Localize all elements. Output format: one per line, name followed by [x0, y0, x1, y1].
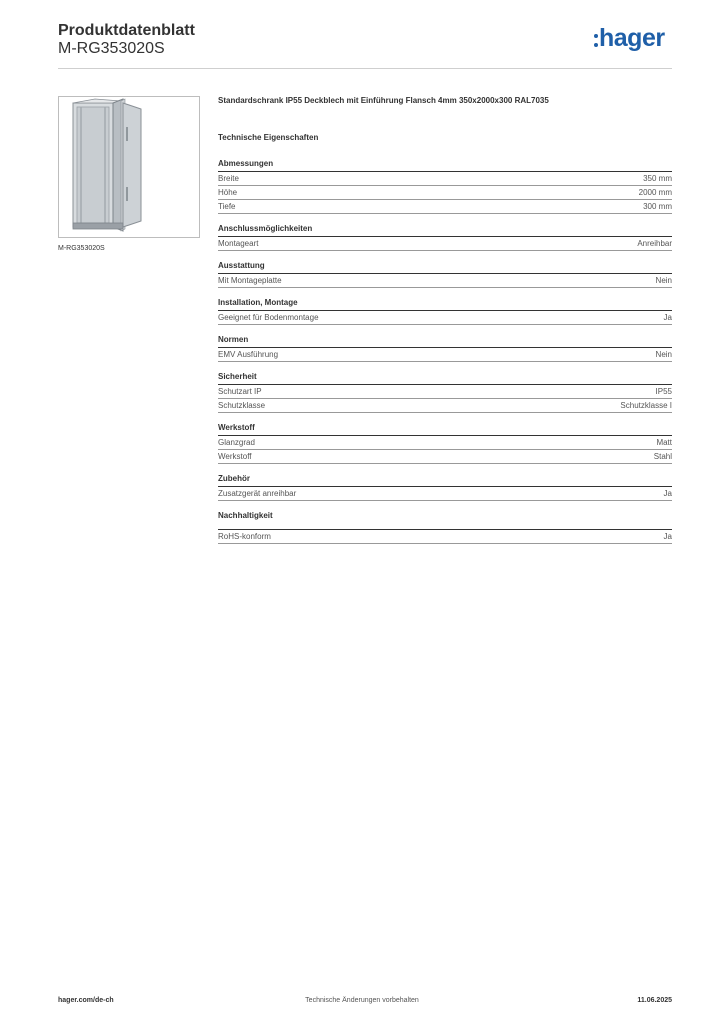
property-value: IP55 — [655, 387, 672, 396]
logo-text: hager — [599, 24, 665, 52]
property-value: Matt — [656, 438, 672, 447]
property-label: Schutzklasse — [218, 401, 266, 410]
technical-properties-title: Technische Eigenschaften — [218, 133, 319, 142]
footer-note: Technische Änderungen vorbehalten — [305, 997, 419, 1004]
property-label: Glanzgrad — [218, 438, 255, 447]
section-title: Ausstattung — [218, 261, 672, 274]
table-row — [218, 311, 672, 325]
property-label: Breite — [218, 174, 239, 183]
section-title: Anschlussmöglichkeiten — [218, 224, 672, 237]
product-code: M-RG353020S — [58, 40, 165, 57]
section-normen — [218, 335, 672, 362]
property-label: Schutzart IP — [218, 387, 262, 396]
table-row — [218, 274, 672, 288]
section-title: Normen — [218, 335, 672, 348]
property-label: Montageart — [218, 239, 259, 248]
section-sicherheit — [218, 372, 672, 413]
property-value: Ja — [663, 532, 672, 541]
table-row — [218, 348, 672, 362]
page-title: Produktdatenblatt — [58, 22, 195, 39]
property-label: RoHS-konform — [218, 532, 271, 541]
table-row — [218, 530, 672, 544]
section-title: Abmessungen — [218, 159, 672, 172]
table-row — [218, 237, 672, 251]
table-row — [218, 450, 672, 464]
footer-website: hager.com/de-ch — [58, 997, 114, 1004]
image-caption: M-RG353020S — [58, 245, 105, 252]
table-row — [218, 186, 672, 200]
section-abmessungen — [218, 159, 672, 214]
property-value: 2000 mm — [638, 188, 672, 197]
enclosure-cabinet-icon — [59, 97, 199, 237]
product-details — [218, 96, 672, 554]
property-label: Zusatzgerät anreihbar — [218, 489, 297, 498]
section-title: Zubehör — [218, 474, 672, 487]
header-divider — [58, 68, 672, 69]
property-value: 300 mm — [643, 202, 672, 211]
table-row — [218, 385, 672, 399]
property-value: Nein — [655, 350, 672, 359]
footer-date: 11.06.2025 — [637, 997, 672, 1004]
property-value: Stahl — [653, 452, 672, 461]
property-label: Höhe — [218, 188, 238, 197]
section-anschlussmoeglichkeiten — [218, 224, 672, 251]
section-zubehoer — [218, 474, 672, 501]
property-label: Mit Montageplatte — [218, 276, 282, 285]
property-label: Werkstoff — [218, 452, 252, 461]
property-label: EMV Ausführung — [218, 350, 279, 359]
table-row — [218, 172, 672, 186]
property-value: Ja — [663, 489, 672, 498]
spacer — [218, 523, 672, 530]
property-value: Ja — [663, 313, 672, 322]
property-value: 350 mm — [643, 174, 672, 183]
property-label: Tiefe — [218, 202, 236, 211]
section-werkstoff — [218, 423, 672, 464]
table-row — [218, 200, 672, 214]
section-title: Sicherheit — [218, 372, 672, 385]
section-ausstattung — [218, 261, 672, 288]
property-value: Nein — [655, 276, 672, 285]
table-row — [218, 399, 672, 413]
section-title: Nachhaltigkeit — [218, 511, 273, 520]
hager-logo — [594, 24, 674, 58]
property-value: Schutzklasse I — [620, 401, 672, 410]
table-row — [218, 487, 672, 501]
product-image — [58, 96, 200, 238]
property-label: Geeignet für Bodenmontage — [218, 313, 319, 322]
section-title: Werkstoff — [218, 423, 672, 436]
section-installation — [218, 298, 672, 325]
product-description: Standardschrank IP55 Deckblech mit Einführung Flansch 4mm 350x2000x300 RAL7035 — [218, 96, 549, 105]
section-nachhaltigkeit — [218, 511, 672, 544]
section-title: Installation, Montage — [218, 298, 672, 311]
table-row — [218, 436, 672, 450]
property-value: Anreihbar — [637, 239, 672, 248]
